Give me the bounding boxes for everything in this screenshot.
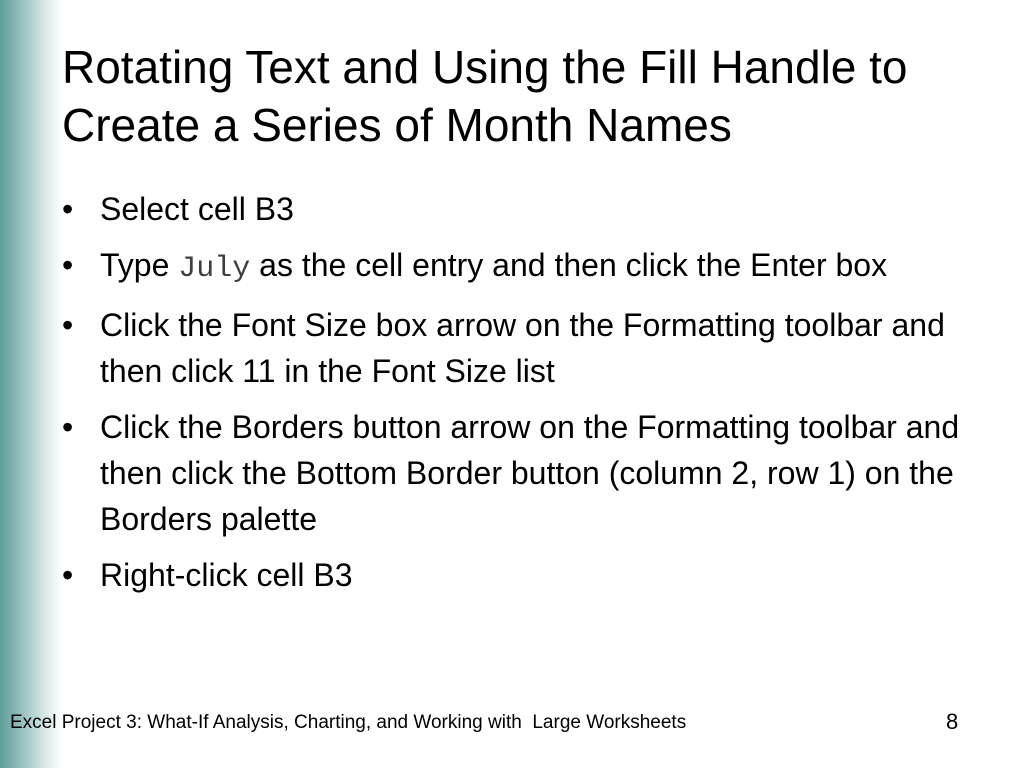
- bullet-text-suffix: as the cell entry and then click the Enter box: [250, 247, 888, 283]
- bullet-marker: •: [62, 191, 74, 227]
- bullet-text: Right-click cell B3: [100, 557, 353, 593]
- footer-text: Excel Project 3: What-If Analysis, Charting, and Working with Large Worksheets: [10, 712, 687, 733]
- bullet-marker: •: [62, 557, 74, 593]
- bullet-text-prefix: Type: [100, 247, 179, 283]
- side-gradient-bar: [0, 0, 62, 768]
- code-text: July: [178, 252, 251, 286]
- bullet-item: [62, 242, 982, 292]
- bullet-item: [62, 186, 982, 232]
- bullet-list: [62, 186, 982, 608]
- bullet-marker: •: [62, 409, 74, 445]
- bullet-marker: •: [62, 247, 74, 283]
- bullet-text: Select cell B3: [100, 191, 294, 227]
- bullet-text: Click the Borders button arrow on the Formatting toolbar and then click the Bottom Border button (column 2, row 1) on the Borders palette: [100, 409, 960, 537]
- bullet-item: [62, 404, 982, 542]
- slide-title: Rotating Text and Using the Fill Handle to Create a Series of Month Names: [62, 41, 908, 151]
- page-number: 8: [946, 709, 959, 734]
- bullet-item: [62, 302, 982, 394]
- bullet-text: Click the Font Size box arrow on the Formatting toolbar and then click 11 in the Font Size list: [100, 307, 945, 389]
- bullet-item: [62, 552, 982, 598]
- bullet-marker: •: [62, 307, 74, 343]
